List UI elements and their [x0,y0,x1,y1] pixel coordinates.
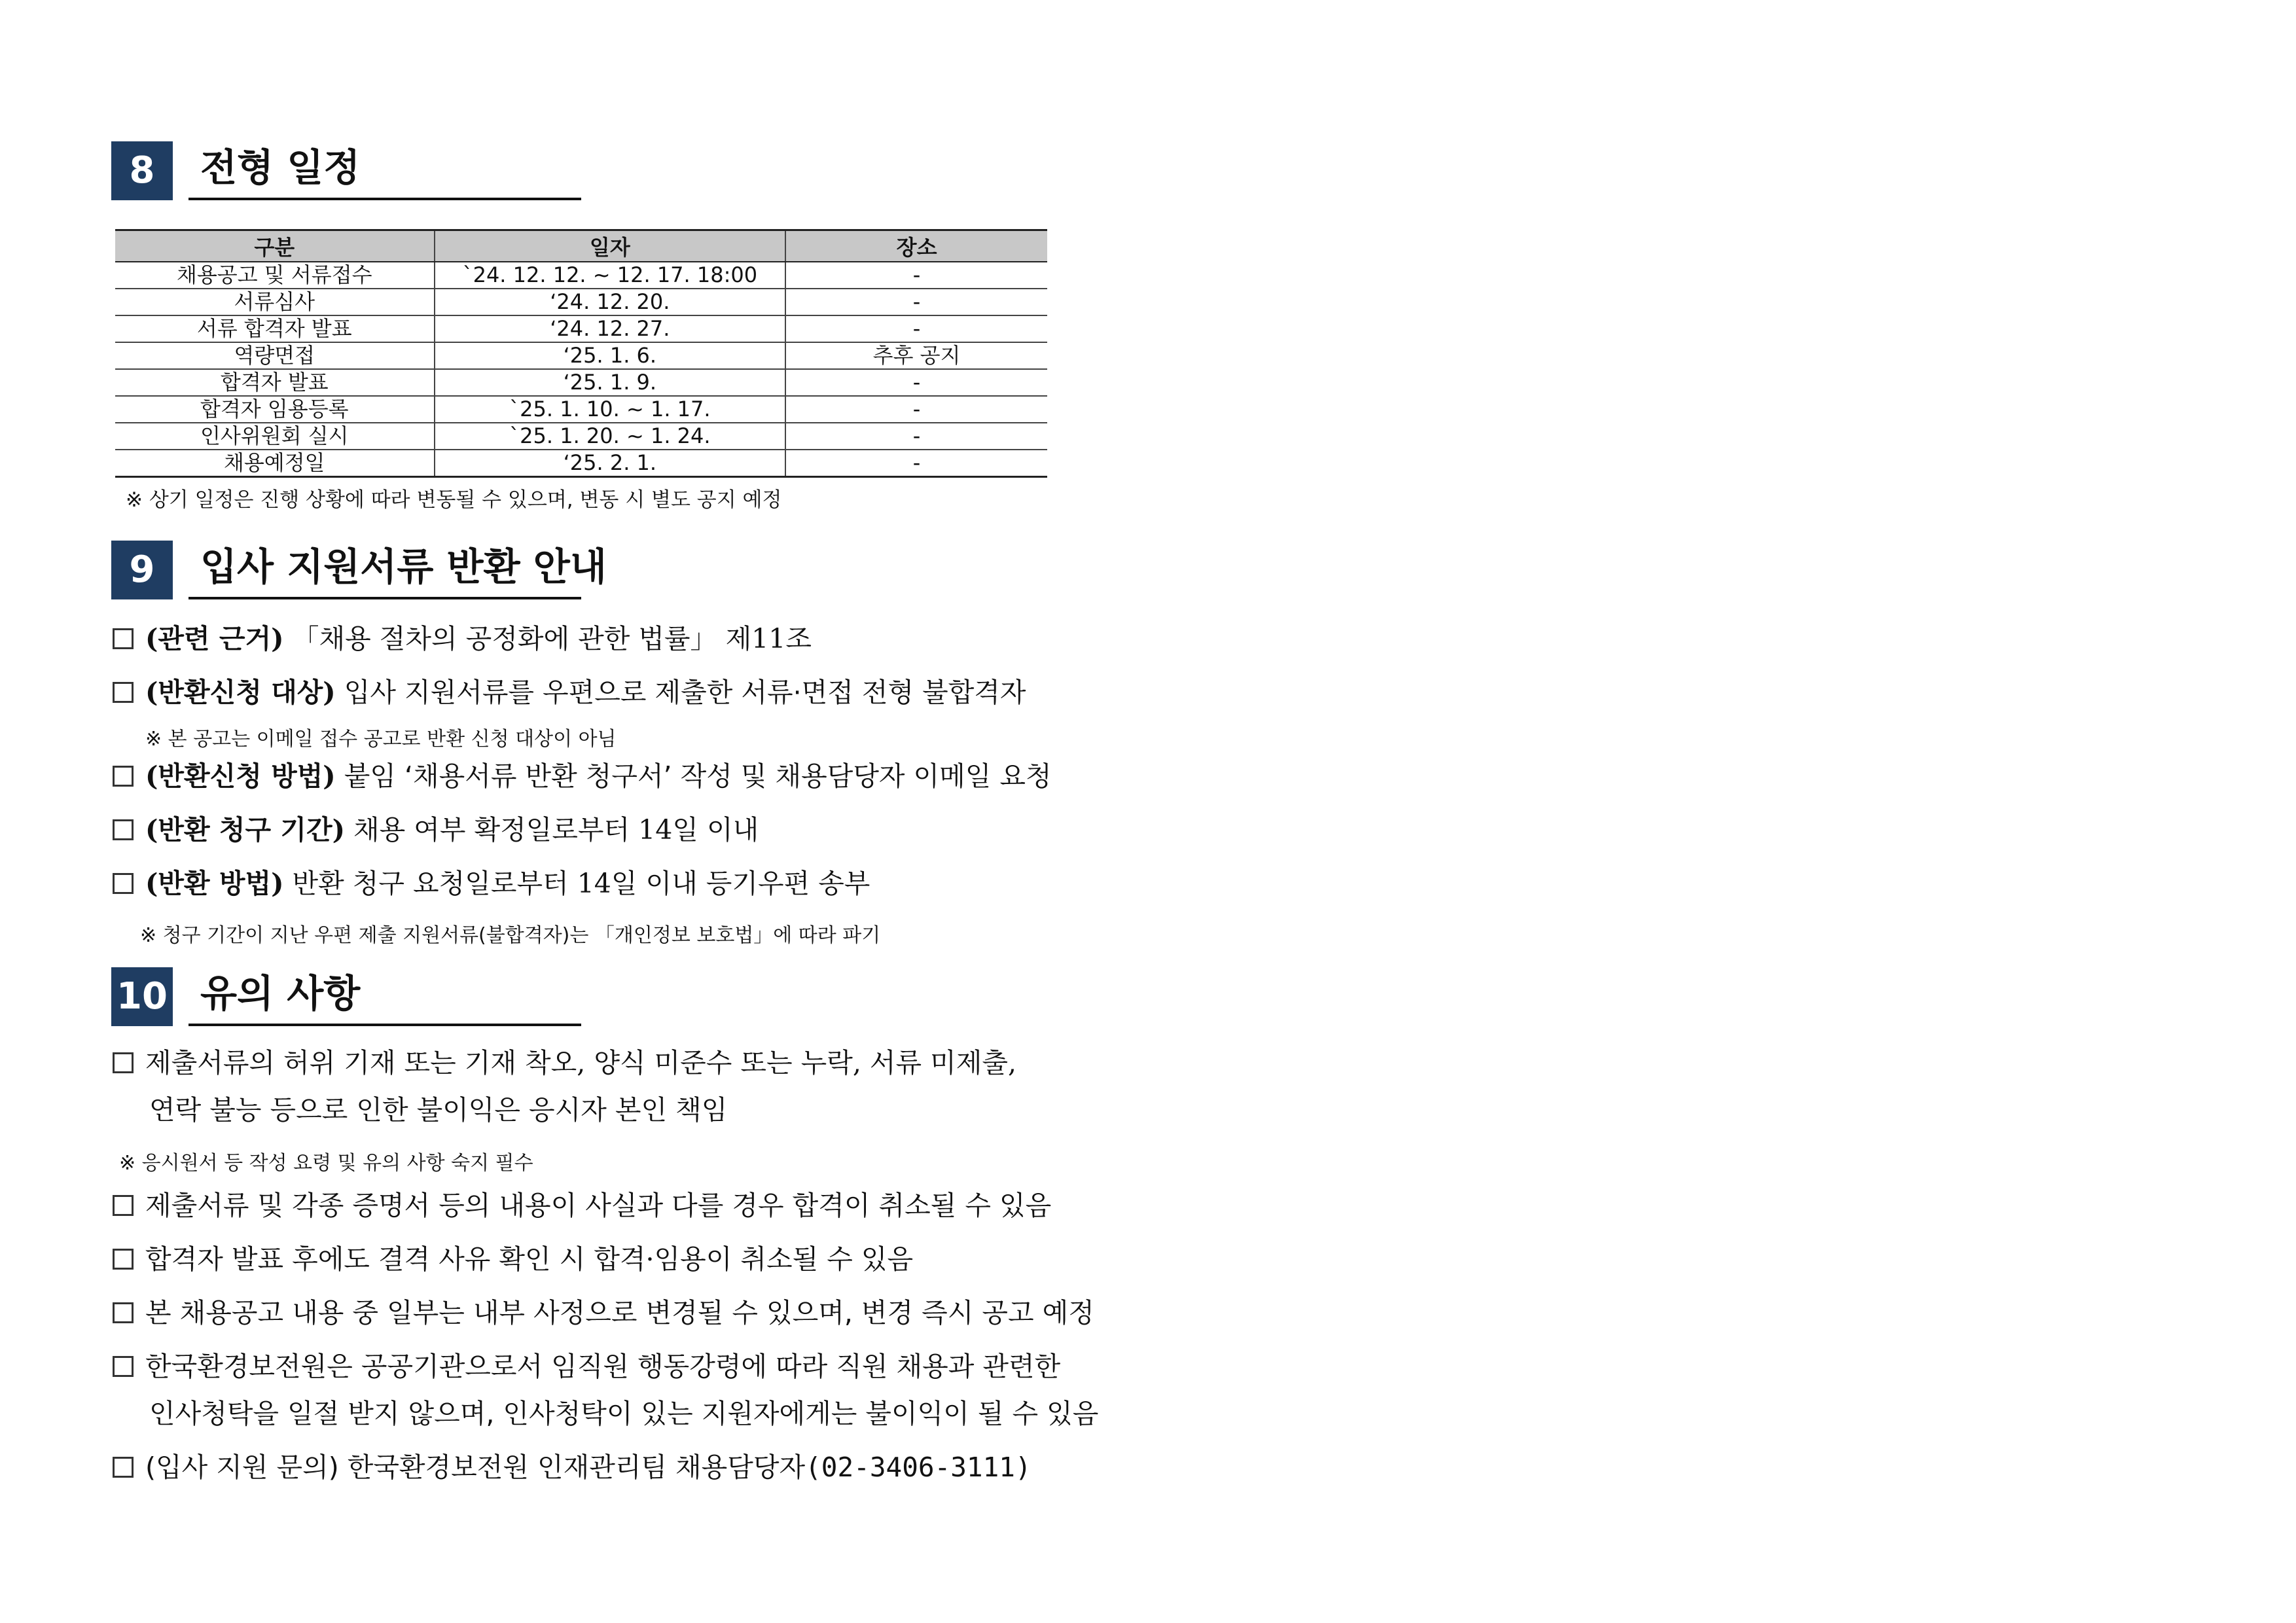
header-place: 장소 [785,230,1047,262]
cell-date: `25. 1. 10. ~ 1. 17. [435,396,786,423]
list-item [113,758,1052,794]
section-title: 유의 사항 [200,971,361,1016]
item-label: (반환신청 대상) [145,677,336,708]
cell-place: 추후 공지 [785,342,1047,369]
table-row [115,289,1047,315]
checkbox-square-icon [113,682,134,703]
cell-category: 서류심사 [115,289,435,315]
cell-date: ‘25. 2. 1. [435,450,786,477]
cell-place: - [785,369,1047,396]
checkbox-square-icon [113,1195,134,1216]
cell-date: `25. 1. 20. ~ 1. 24. [435,423,786,450]
table-row [115,315,1047,342]
note: ※ 응시원서 등 작성 요령 및 유의 사항 숙지 필수 [119,1152,533,1175]
table-row [115,423,1047,450]
list-item [113,1044,1016,1081]
item-continuation: 연락 불능 등으로 인한 불이익은 응시자 본인 책임 [149,1094,728,1126]
checkbox-square-icon [113,1052,134,1073]
item-label: (반환 방법) [145,868,284,899]
title-underline [188,597,581,599]
table-header-row [115,230,1047,262]
cell-date: `24. 12. 12. ~ 12. 17. 18:00 [435,262,786,289]
header-category: 구분 [115,230,435,262]
cell-category: 서류 합격자 발표 [115,315,435,342]
item-text: 채용 여부 확정일로부터 14일 이내 [344,814,759,846]
item-label: (반환신청 방법) [145,760,336,792]
schedule-table [115,229,1047,478]
cell-category: 합격자 발표 [115,369,435,396]
checkbox-square-icon [113,1457,134,1478]
item-text: 본 채용공고 내용 중 일부는 내부 사정으로 변경될 수 있으며, 변경 즉시 공고 예정 [145,1297,1094,1329]
table-row [115,396,1047,423]
header-date: 일자 [435,230,786,262]
cell-date: ‘25. 1. 6. [435,342,786,369]
item-text: 붙임 ‘채용서류 반환 청구서’ 작성 및 채용담당자 이메일 요청 [335,760,1052,792]
checkbox-square-icon [113,1249,134,1270]
section-number: 8 [111,141,173,200]
list-item [113,812,759,848]
title-underline [188,198,581,200]
list-item [113,1294,1094,1331]
note: ※ 청구 기간이 지난 우편 제출 지원서류(불합격자)는 「개인정보 보호법」에 따라 파기 [140,924,881,947]
item-text: 제출서류의 허위 기재 또는 기재 착오, 양식 미준수 또는 누락, 서류 미제출, [145,1047,1017,1079]
list-item [113,865,870,902]
cell-category: 합격자 임용등록 [115,396,435,423]
table-row [115,262,1047,289]
cell-place: - [785,315,1047,342]
item-label: (관련 근거) [145,623,284,654]
list-item [113,1449,1031,1486]
item-text: 반환 청구 요청일로부터 14일 이내 등기우편 송부 [283,868,870,899]
cell-date: ‘24. 12. 20. [435,289,786,315]
cell-date: ‘25. 1. 9. [435,369,786,396]
table-row [115,450,1047,477]
item-continuation: 인사청탁을 일절 받지 않으며, 인사청탁이 있는 지원자에게는 불이익이 될 수 있음 [149,1398,1099,1429]
item-text: 한국환경보전원은 공공기관으로서 임직원 행동강령에 따라 직원 채용과 관련한 [145,1351,1061,1382]
checkbox-square-icon [113,819,134,840]
item-text: 제출서류 및 각종 증명서 등의 내용이 사실과 다를 경우 합격이 취소될 수 있음 [145,1190,1052,1221]
section-number: 9 [111,541,173,599]
list-item [113,1187,1051,1224]
cell-category: 채용예정일 [115,450,435,477]
list-item [113,1241,913,1277]
schedule-note: ※ 상기 일정은 진행 상황에 따라 변동될 수 있으며, 변동 시 별도 공지 예정 [126,488,782,512]
title-underline [188,1024,581,1026]
item-text: 합격자 발표 후에도 결격 사유 확인 시 합격·임용이 취소될 수 있음 [145,1243,914,1275]
section-title: 입사 지원서류 반환 안내 [200,544,607,589]
cell-place: - [785,262,1047,289]
cell-place: - [785,289,1047,315]
item-label: (반환 청구 기간) [145,814,345,846]
contact-phone: (02-3406-3111) [805,1452,1031,1483]
table-row [115,342,1047,369]
cell-place: - [785,423,1047,450]
list-item [113,620,812,657]
table-row [115,369,1047,396]
section-number: 10 [111,967,173,1026]
item-text: 「채용 절차의 공정화에 관한 법률」 제11조 [283,623,812,654]
item-text: 입사 지원서류를 우편으로 제출한 서류·면접 전형 불합격자 [335,677,1026,708]
checkbox-square-icon [113,1302,134,1323]
checkbox-square-icon [113,628,134,649]
section-title: 전형 일정 [200,145,361,190]
cell-date: ‘24. 12. 27. [435,315,786,342]
item-text: (입사 지원 문의) 한국환경보전원 인재관리팀 채용담당자 [145,1452,806,1483]
list-item [113,674,1026,711]
list-item [113,1348,1060,1385]
cell-category: 인사위원회 실시 [115,423,435,450]
cell-place: - [785,450,1047,477]
cell-category: 역량면접 [115,342,435,369]
checkbox-square-icon [113,873,134,894]
note: ※ 본 공고는 이메일 접수 공고로 반환 신청 대상이 아님 [145,728,617,751]
cell-place: - [785,396,1047,423]
checkbox-square-icon [113,1356,134,1377]
cell-category: 채용공고 및 서류접수 [115,262,435,289]
checkbox-square-icon [113,766,134,787]
